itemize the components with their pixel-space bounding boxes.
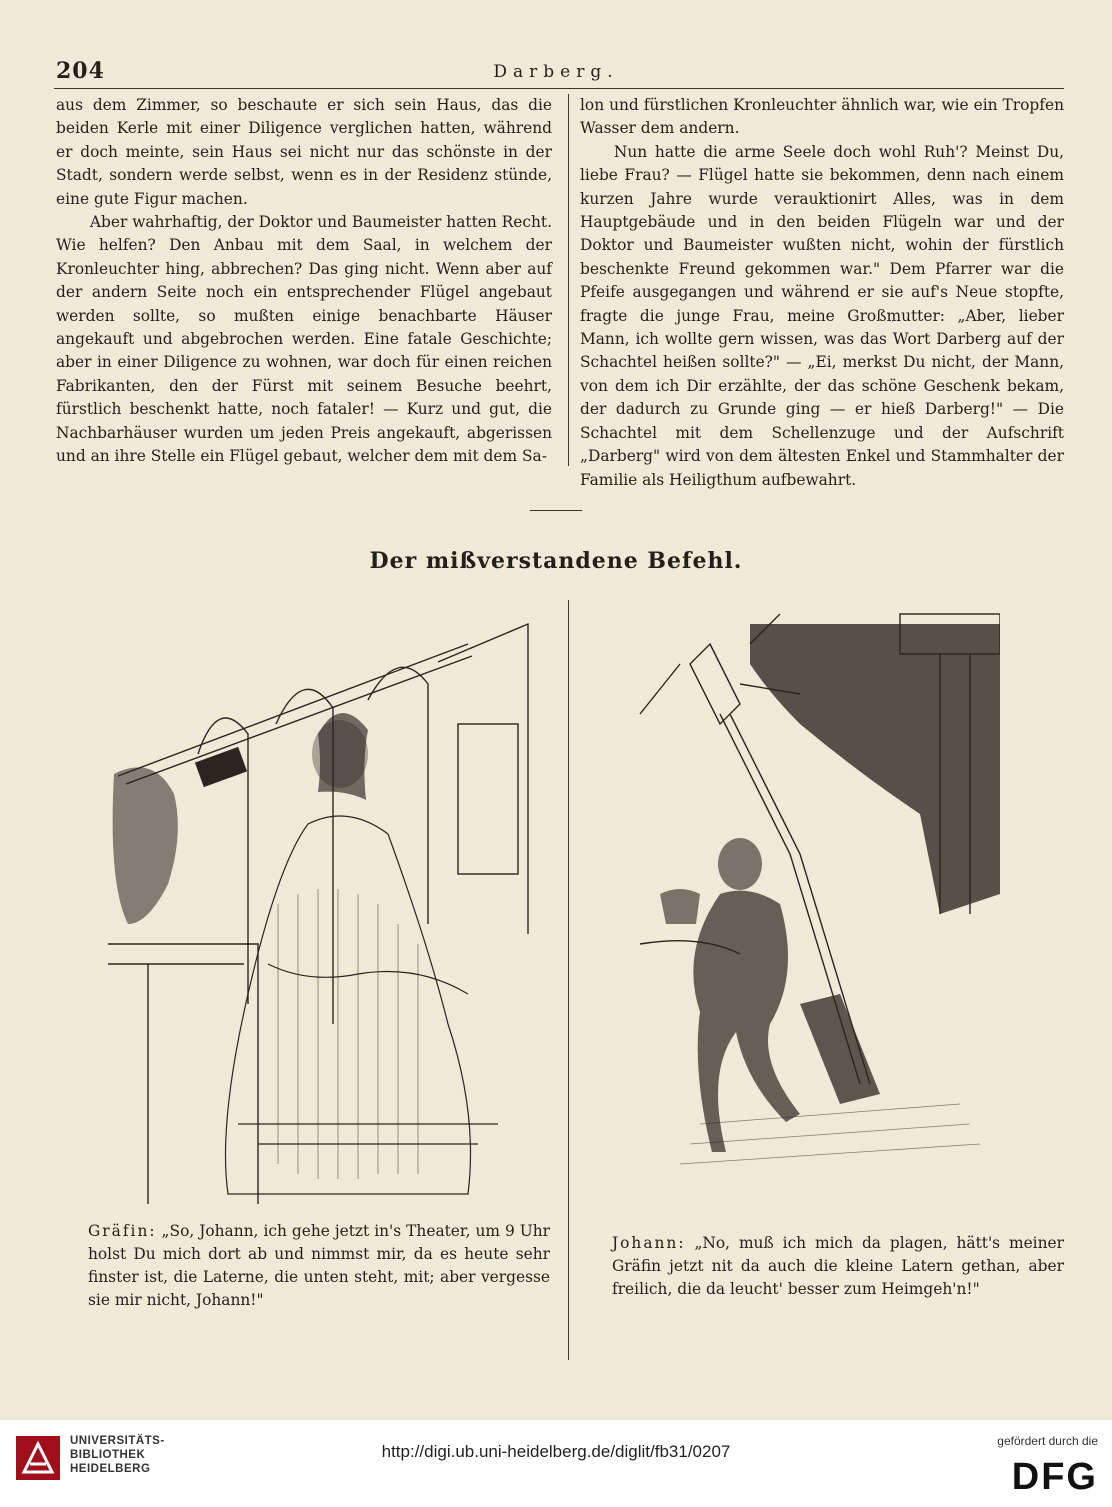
- lamp-carrier-illustration: [600, 604, 1000, 1204]
- funding-note: gefördert durch die: [997, 1434, 1098, 1448]
- header-rule: [54, 88, 1064, 89]
- section-divider: [530, 510, 582, 511]
- running-title: Darberg.: [493, 62, 619, 82]
- caption-left: [88, 1220, 550, 1312]
- library-name: UNIVERSITÄTS- BIBLIOTHEK HEIDELBERG: [70, 1435, 165, 1475]
- source-url-link[interactable]: http://digi.ub.uni-heidelberg.de/diglit/fb31/0207: [381, 1442, 731, 1461]
- paragraph: lon und fürstlichen Kronleuchter ähnlich war, wie ein Tropfen Wasser dem andern.: [580, 96, 1064, 138]
- dfg-logo: DFG: [1011, 1456, 1098, 1498]
- countess-illustration: [108, 604, 554, 1204]
- illustration-divider: [568, 600, 569, 1360]
- caption-speaker: Gräfin:: [88, 1222, 157, 1240]
- page-number: 204: [56, 58, 105, 84]
- column-divider: [568, 94, 569, 466]
- caption-text: „No, muß ich mich da plagen, hätt's meiner Gräfin jetzt nit da auch die kleine Latern gethan, aber freilich, die da leucht' besser zum Heimgeh'n!": [612, 1234, 1064, 1298]
- paragraph: Aber wahrhaftig, der Doktor und Baumeister hatten Recht. Wie helfen? Den Anbau mit dem Saal, in welchem der Kronleuchter hing, abbrechen? Das ging nicht. Wenn aber auf der andern Seite noch ein entsprechender Flügel angebaut werden sollte, so mußten einige benachbarte Häuser angekauft und abgebrochen werden. Eine fatale Geschichte; aber in einer Diligence zu wohnen, war doch für einen reichen Fabrikanten, den der Fürst mit seinem Besuche beehrt, fürstlich beschenkt hatte, noch fataler! — Kurz und gut, die Nachbarhäuser wurden um jeden Preis angekauft, abgerissen und an ihre Stelle ein Flügel gebaut, welcher dem mit dem Sa-: [56, 213, 552, 466]
- caption-speaker: Johann:: [612, 1234, 686, 1252]
- left-column: [56, 94, 552, 469]
- caption-text: „So, Johann, ich gehe jetzt in's Theater, um 9 Uhr holst Du mich dort ab und nimmst mir, da es heute sehr finster ist, die Laterne, die unten steht, mit; aber vergesse sie mir nicht, Johann!": [88, 1222, 550, 1309]
- section-heading: Der mißverstandene Befehl.: [369, 548, 743, 574]
- paragraph: aus dem Zimmer, so beschaute er sich sein Haus, das die beiden Kerle mit einer Diligence verglichen hatten, während er doch meinte, sein Haus sei nicht nur das schönste in der Stadt, sondern werde selbst, wenn es in der Residenz stünde, eine gute Figur machen.: [56, 96, 552, 208]
- right-column: [580, 94, 1064, 492]
- caption-right: [612, 1232, 1064, 1301]
- viewer-footer: [0, 1420, 1112, 1507]
- paragraph: Nun hatte die arme Seele doch wohl Ruh'? Meinst Du, liebe Frau? — Flügel hatte sie bekommen, denn nach einem kurzen Jahre wurde verauktionirt Alles, was in dem Hauptgebäude und in den beiden Flügeln war und der Doktor und Baumeister wußten nicht, wohin der fürstlich beschenkte Freund gekommen war." Dem Pfarrer war die Pfeife ausgegangen und während er sie auf's Neue stopfte, fragte die junge Frau, meine Großmutter: „Aber, lieber Mann, ich wollte gern wissen, was das Wort Darberg auf der Schachtel heißen sollte?" — „Ei, merkst Du nicht, der Mann, von dem ich Dir erzählte, der das schöne Geschenk bekam, der dadurch zu Grunde ging — er hieß Darberg!" — Die Schachtel mit dem Schellenzuge und der Aufschrift „Darberg" wird von dem ältesten Enkel und Stammhalter der Familie als Heiligthum aufbewahrt.: [580, 142, 1064, 489]
